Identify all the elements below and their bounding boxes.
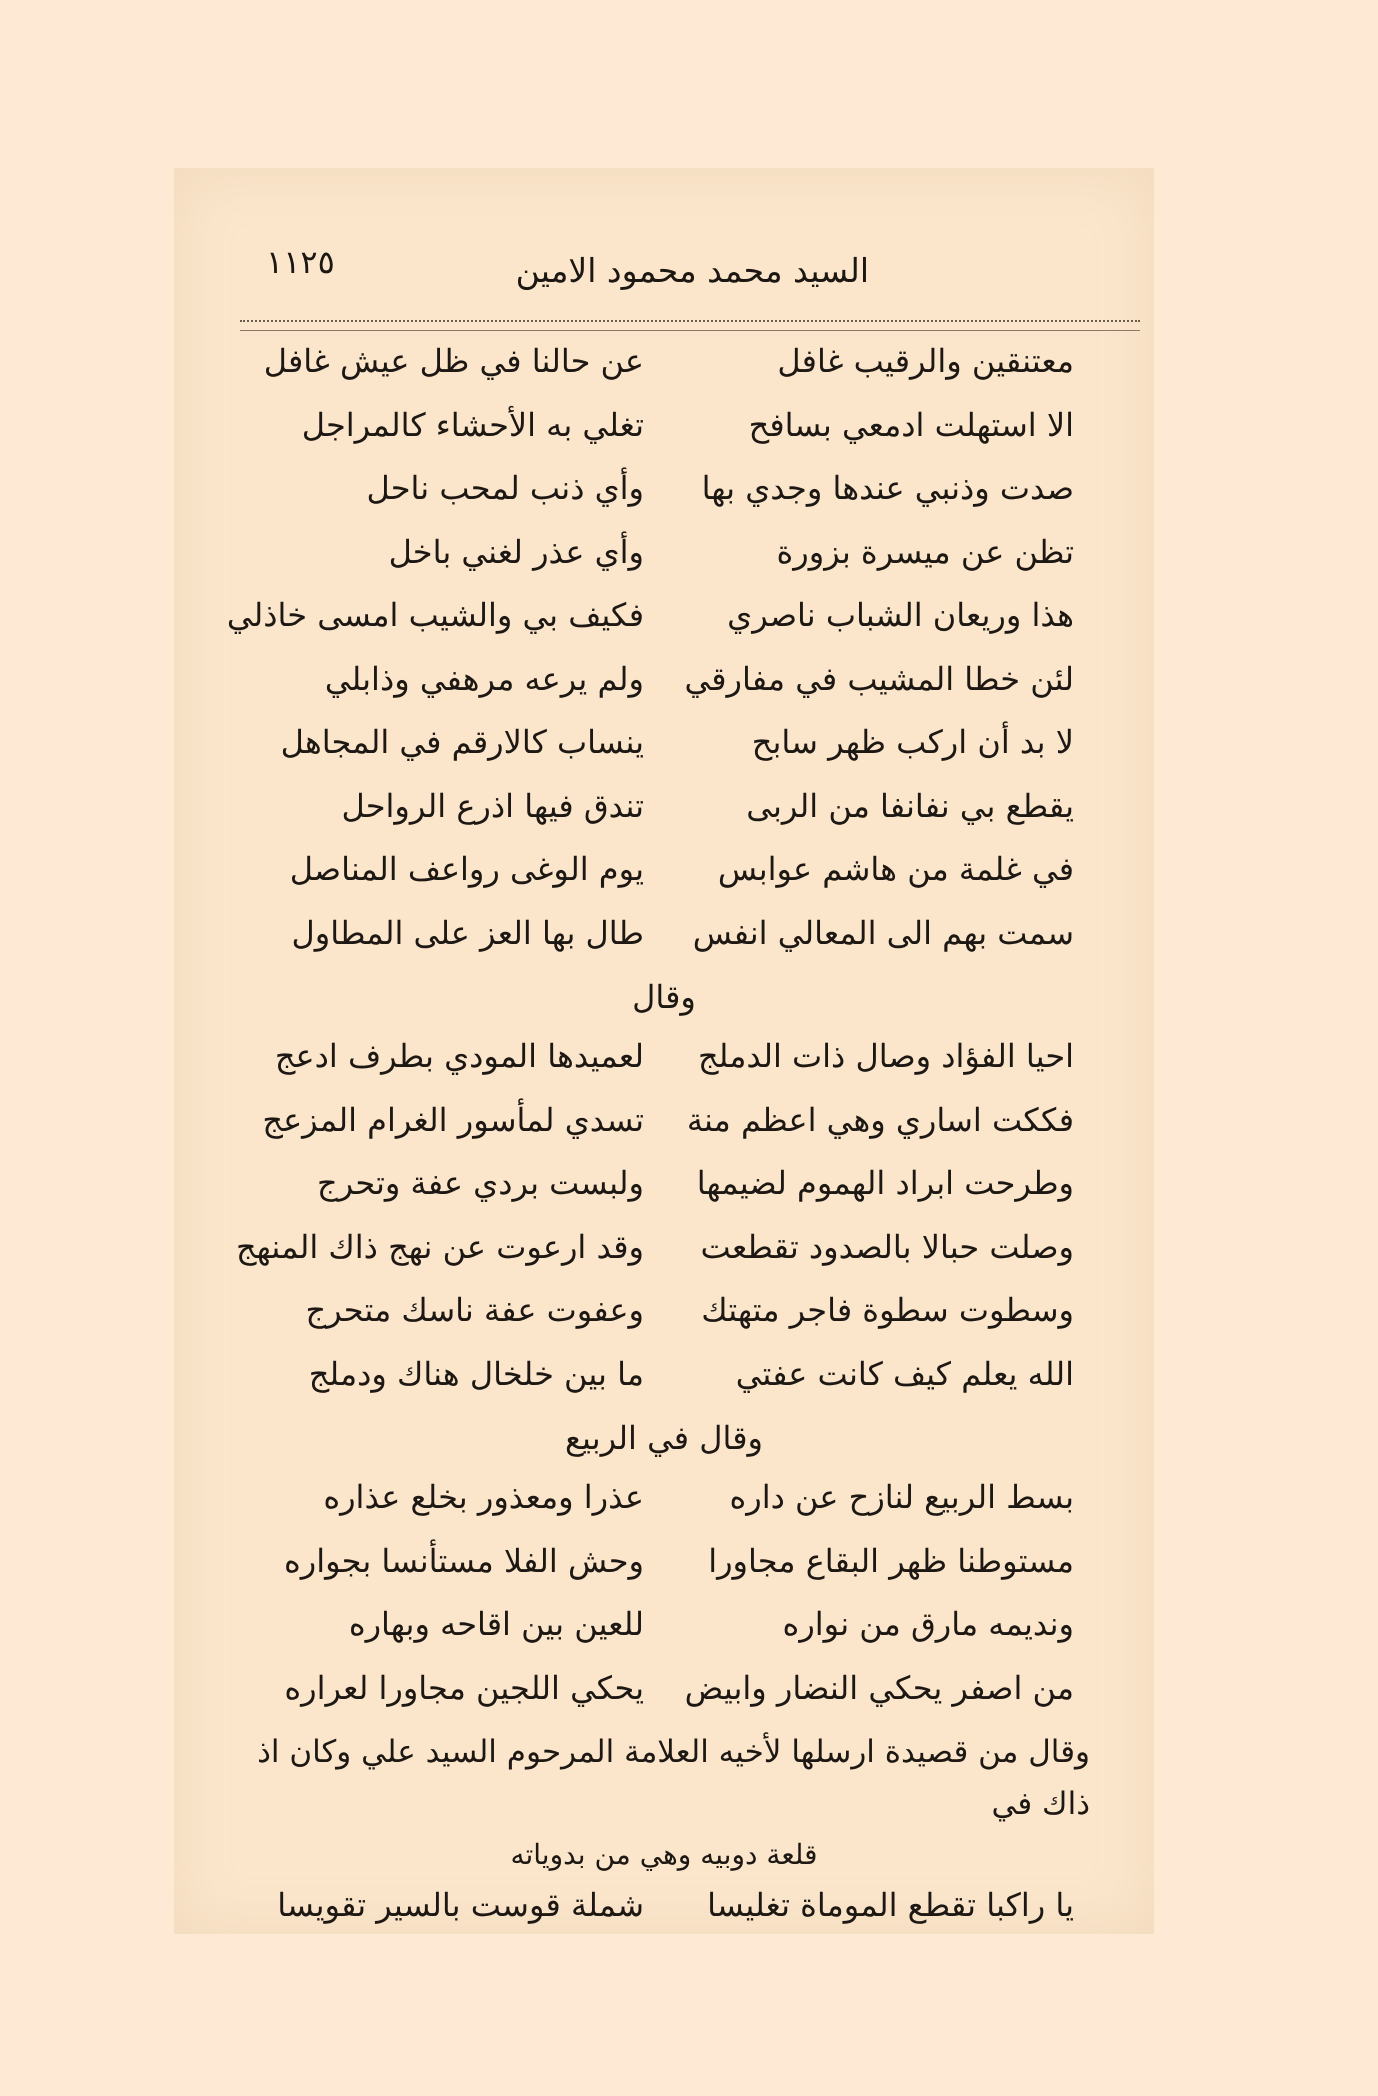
verse-row [174, 1663, 1154, 1727]
verse-row [174, 1599, 1154, 1663]
verse-row [174, 844, 1154, 908]
poem-section-1 [174, 336, 1154, 971]
verse-row [174, 781, 1154, 845]
verse-row [174, 336, 1154, 400]
page-header [174, 243, 1154, 313]
verse-row [174, 1031, 1154, 1095]
second-hemistich: يوم الوغى رواعف المناصل [289, 850, 644, 888]
first-hemistich: صدت وذنبي عندها وجدي بها [701, 469, 1074, 507]
book-page [174, 168, 1154, 1934]
first-hemistich: مستوطنا ظهر البقاع مجاورا [708, 1541, 1074, 1580]
first-hemistich: وطرحت ابراد الهموم لضيمها [696, 1164, 1074, 1202]
poem-section-3 [174, 1412, 1154, 1726]
first-hemistich: من اصفر يحكي النضار وابيض [684, 1668, 1074, 1707]
verse-row [174, 1095, 1154, 1159]
first-hemistich: معتنقين والرقيب غافل [777, 342, 1074, 380]
verse-row [174, 1472, 1154, 1536]
verse-row [174, 463, 1154, 527]
verse-row [174, 654, 1154, 718]
poem-section-2 [174, 971, 1154, 1412]
first-hemistich: هذا وريعان الشباب ناصري [727, 596, 1074, 634]
first-hemistich: بسط الربيع لنازح عن داره [729, 1478, 1074, 1516]
verse-row [174, 1349, 1154, 1413]
second-hemistich: يحكي اللجين مجاورا لعراره [284, 1668, 644, 1707]
section-heading: وقال [632, 978, 696, 1016]
second-hemistich: تندق فيها اذرع الرواحل [341, 786, 644, 825]
first-hemistich: سمت بهم الى المعالي انفس [692, 913, 1074, 952]
first-hemistich: الا استهلت ادمعي بسافح [748, 405, 1074, 444]
section-heading: وقال في الربيع [565, 1419, 763, 1457]
page-body [174, 336, 1154, 1944]
first-hemistich: ونديمه مارق من نواره [782, 1605, 1074, 1643]
second-hemistich: تغلي به الأحشاء كالمراجل [301, 405, 644, 444]
second-hemistich: ينساب كالارقم في المجاهل [280, 723, 644, 761]
first-hemistich: وسطوت سطوة فاجر متهتك [701, 1291, 1074, 1329]
second-hemistich: وحش الفلا مستأنسا بجواره [284, 1541, 644, 1580]
second-hemistich: ولبست بردي عفة وتحرج [317, 1164, 644, 1202]
second-hemistich: عن حالنا في ظل عيش غافل [263, 342, 644, 380]
first-hemistich: فككت اساري وهي اعظم منة [686, 1100, 1074, 1139]
verse-row [174, 1536, 1154, 1600]
second-hemistich: تسدي لمأسور الغرام المزعج [262, 1100, 644, 1139]
section-intro: وقال من قصيدة ارسلها لأخيه العلامة المرحوم السيد علي وكان اذ ذاك في [257, 1734, 1090, 1822]
second-hemistich: عذرا ومعذور بخلع عذاره [323, 1478, 644, 1516]
first-hemistich: يقطع بي نفانفا من الربى [746, 786, 1074, 825]
first-hemistich: احيا الفؤاد وصال ذات الدملج [698, 1037, 1074, 1075]
second-hemistich: وأي ذنب لمحب ناحل [366, 469, 644, 507]
verse-row [174, 527, 1154, 591]
second-hemistich: وقد ارعوت عن نهج ذاك المنهج [236, 1227, 644, 1266]
first-hemistich: تظن عن ميسرة بزورة [776, 532, 1074, 571]
second-hemistich: للعين بين اقاحه وبهاره [348, 1605, 644, 1643]
poem-section-4 [174, 1726, 1154, 1944]
second-hemistich: طال بها العز على المطاول [291, 913, 644, 952]
first-hemistich: وصلت حبالا بالصدود تقطعت [700, 1227, 1074, 1266]
second-hemistich: لعميدها المودي بطرف ادعج [274, 1037, 644, 1075]
verse-row [174, 1222, 1154, 1286]
second-hemistich: ولم يرعه مرهفي وذابلي [324, 659, 644, 698]
verse-row [174, 1880, 1154, 1944]
first-hemistich: الله يعلم كيف كانت عفتي [735, 1354, 1074, 1393]
verse-row [174, 400, 1154, 464]
section-intro-continued: قلعة دوبيه وهي من بدوياته [510, 1838, 818, 1871]
second-hemistich: وعفوت عفة ناسك متحرج [305, 1291, 644, 1329]
first-hemistich: لئن خطا المشيب في مفارقي [684, 659, 1074, 698]
running-title: السيد محمد محمود الامين [515, 251, 869, 290]
second-hemistich: وأي عذر لغني باخل [388, 532, 644, 571]
first-hemistich: يا راكبا تقطع الموماة تغليسا [707, 1886, 1074, 1924]
first-hemistich: في غلمة من هاشم عوابس [717, 850, 1074, 888]
verse-row [174, 1158, 1154, 1222]
verse-row [174, 908, 1154, 972]
first-hemistich: لا بد أن اركب ظهر سابح [751, 723, 1074, 761]
verse-row [174, 590, 1154, 654]
page-number: ١١٢٥ [266, 243, 335, 281]
header-rule [240, 320, 1140, 331]
second-hemistich: ما بين خلخال هناك ودملج [308, 1354, 644, 1393]
verse-row [174, 1285, 1154, 1349]
verse-row [174, 717, 1154, 781]
second-hemistich: فكيف بي والشيب امسى خاذلي [226, 596, 644, 634]
second-hemistich: شملة قوست بالسير تقويسا [277, 1886, 644, 1924]
